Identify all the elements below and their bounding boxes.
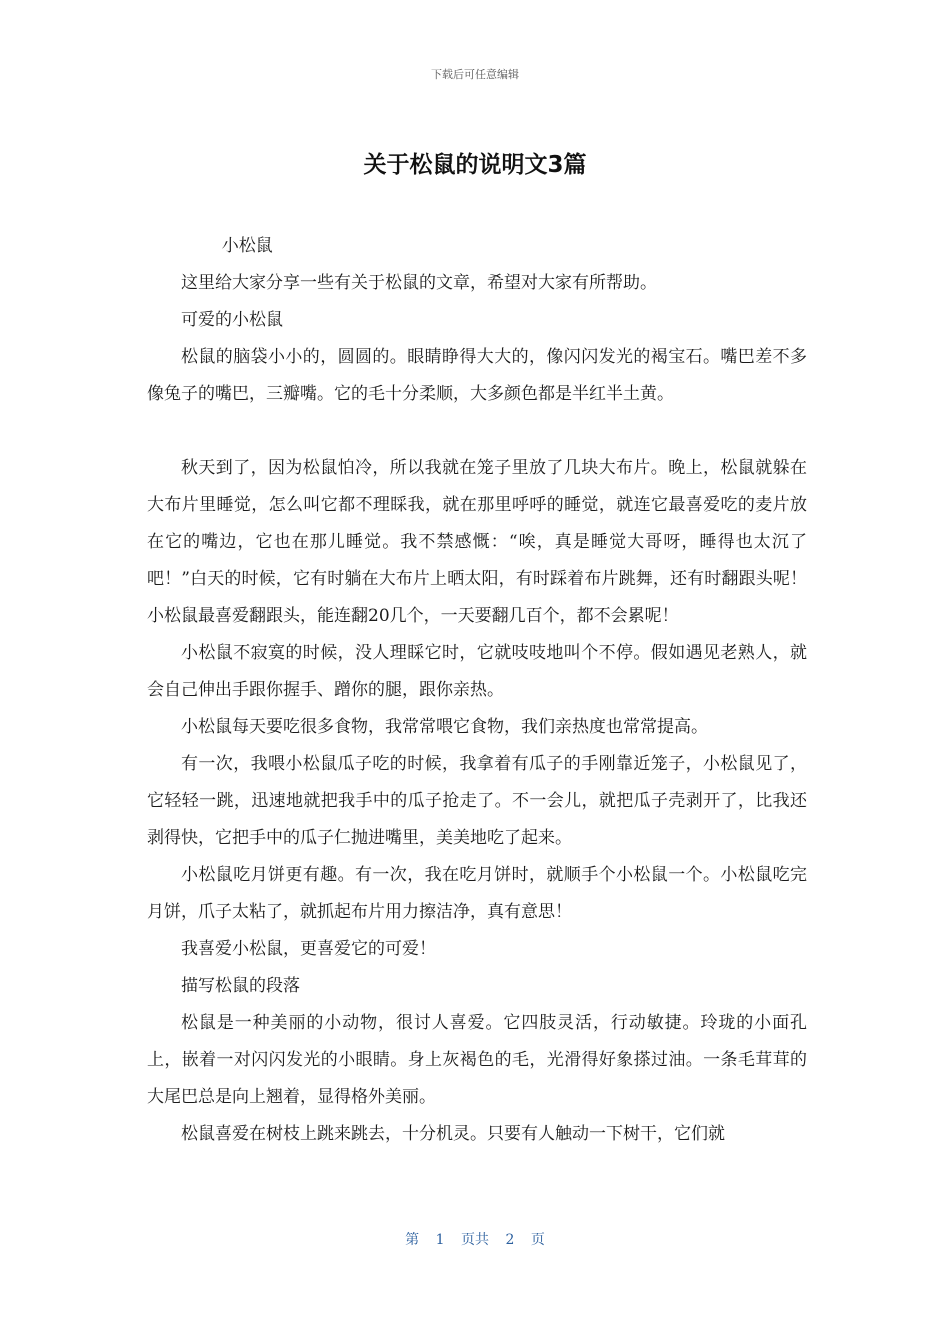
section-subtitle: 小松鼠 xyxy=(221,236,273,256)
header-note: 下载后可任意编辑 xyxy=(431,68,519,81)
section-heading: 描写松鼠的段落 xyxy=(181,976,300,996)
paragraph: 秋天到了，因为松鼠怕冷，所以我就在笼子里放了几块大布片。晚上，松鼠就躲在大布片里睡觉，怎么叫它都不理睬我，就在那里呼呼的睡觉，就连它最喜爱吃的麦片放在它的嘴边，它也在那儿睡觉。我不禁感慨：“唉，真是睡觉大哥呀，睡得也太沉了吧！”白天的时候，它有时躺在大布片上晒太阳，有时踩着布片跳舞，还有时翻跟头呢！小松鼠最喜爱翻跟头，能连翻20几个，一天要翻几百个，都不会累呢！ xyxy=(147,458,807,626)
paragraph: 小松鼠不寂寞的时候，没人理睬它时，它就吱吱地叫个不停。假如遇见老熟人，就会自己伸出手跟你握手、蹭你的腿，跟你亲热。 xyxy=(147,643,807,700)
footer-suffix: 页 xyxy=(530,1232,545,1248)
paragraph-gap xyxy=(147,413,807,450)
paragraph: 松鼠喜爱在树枝上跳来跳去，十分机灵。只要有人触动一下树干，它们就 xyxy=(181,1124,725,1144)
footer-current-page: 1 xyxy=(435,1232,445,1248)
paragraph: 有一次，我喂小松鼠瓜子吃的时候，我拿着有瓜子的手刚靠近笼子，小松鼠见了，它轻轻一跳，迅速地就把我手中的瓜子抢走了。不一会儿，就把瓜子壳剥开了，比我还剥得快，它把手中的瓜子仁抛进嘴里，美美地吃了起来。 xyxy=(147,754,807,848)
paragraph: 小松鼠吃月饼更有趣。有一次，我在吃月饼时，就顺手个小松鼠一个。小松鼠吃完月饼，爪子太粘了，就抓起布片用力擦洁净，真有意思！ xyxy=(147,865,807,922)
paragraph: 小松鼠每天要吃很多食物，我常常喂它食物，我们亲热度也常常提高。 xyxy=(181,717,708,737)
document-body xyxy=(147,228,807,1153)
footer-middle: 页共 xyxy=(461,1232,489,1248)
paragraph: 我喜爱小松鼠，更喜爱它的可爱！ xyxy=(181,939,436,959)
page-footer xyxy=(0,1229,950,1249)
document-title: 关于松鼠的说明文3篇 xyxy=(363,152,587,178)
section-heading: 可爱的小松鼠 xyxy=(181,310,283,330)
footer-prefix: 第 xyxy=(405,1232,420,1248)
paragraph: 这里给大家分享一些有关于松鼠的文章，希望对大家有所帮助。 xyxy=(181,273,657,293)
footer-total-pages: 2 xyxy=(505,1232,515,1248)
paragraph: 松鼠是一种美丽的小动物，很讨人喜爱。它四肢灵活，行动敏捷。玲珑的小面孔上，嵌着一对闪闪发光的小眼睛。身上灰褐色的毛，光滑得好象搽过油。一条毛茸茸的大尾巴总是向上翘着，显得格外美丽。 xyxy=(147,1013,807,1107)
paragraph: 松鼠的脑袋小小的，圆圆的。眼睛睁得大大的，像闪闪发光的褐宝石。嘴巴差不多像兔子的嘴巴，三瓣嘴。它的毛十分柔顺，大多颜色都是半红半土黄。 xyxy=(147,347,807,404)
